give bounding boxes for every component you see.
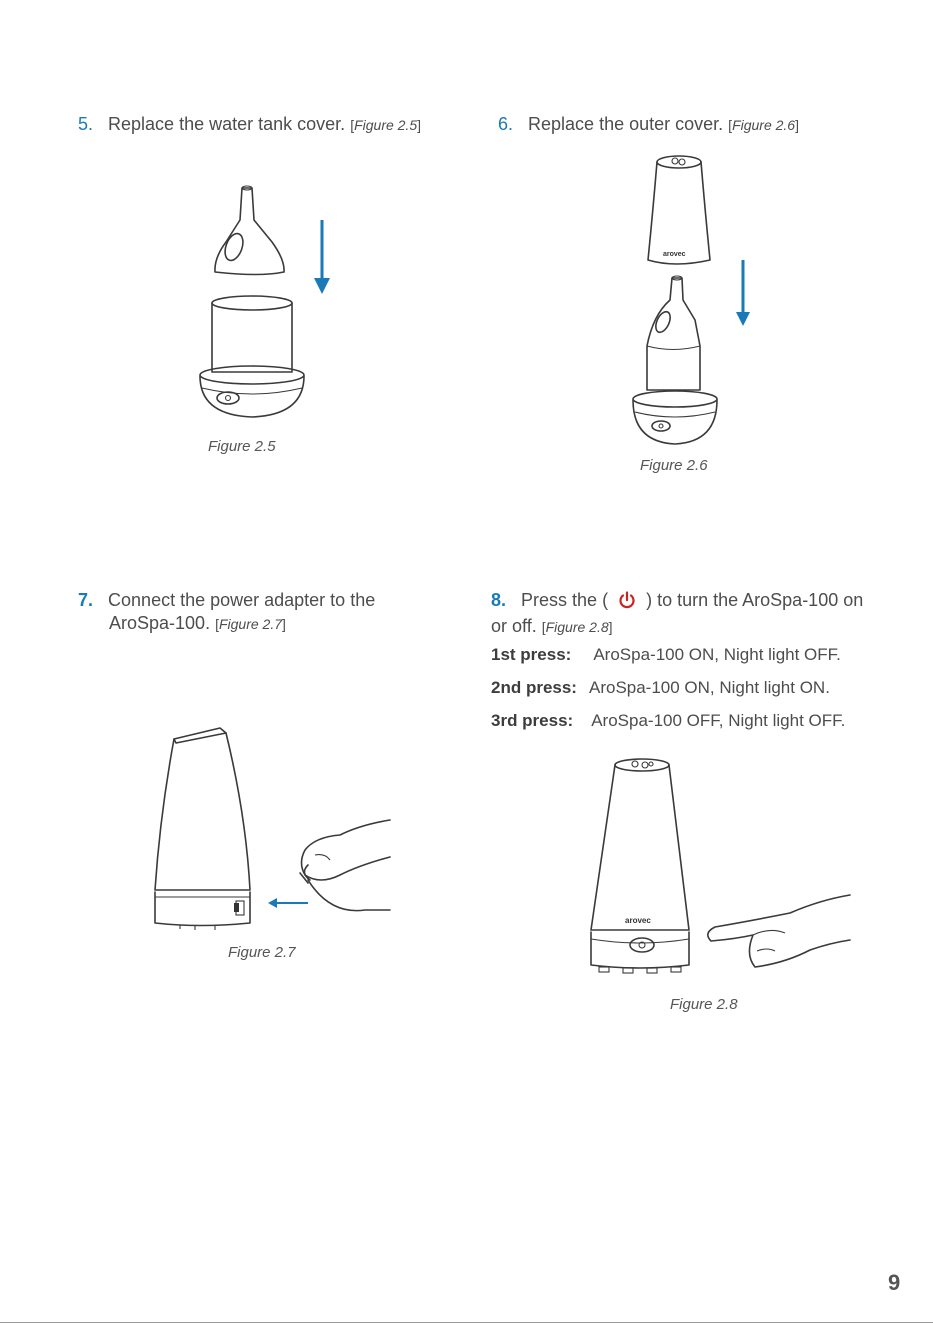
- figure-caption: Figure 2.7: [228, 944, 296, 961]
- brand-logo: arovec: [625, 916, 651, 925]
- bottom-rule: [0, 1322, 933, 1323]
- press-label: 2nd press:: [491, 678, 577, 697]
- figure-ref: [Figure 2.6]: [728, 117, 799, 133]
- step-number: 8.: [491, 590, 507, 610]
- press-row-2: [491, 678, 830, 698]
- press-text: AroSpa-100 ON, Night light ON.: [588, 678, 830, 697]
- down-arrow-icon: [312, 220, 332, 300]
- figure-2-8-illustration: [585, 755, 855, 980]
- step-5: [78, 113, 421, 137]
- press-row-1: [491, 645, 841, 665]
- figure-ref: [Figure 2.7]: [215, 616, 286, 632]
- page-number: 9: [888, 1270, 901, 1295]
- brand-logo: arovec: [663, 251, 686, 258]
- step-text: Press the (: [521, 590, 609, 610]
- figure-ref: [Figure 2.8]: [541, 619, 613, 635]
- step-text: Replace the water tank cover.: [108, 114, 346, 134]
- figure-2-5-illustration: [190, 180, 340, 430]
- step-text: Replace the outer cover.: [528, 114, 724, 134]
- step-text-continued: AroSpa-100.: [109, 613, 211, 633]
- press-row-3: [491, 711, 845, 731]
- step-number: 5.: [78, 114, 94, 134]
- left-arrow-icon: [268, 896, 310, 910]
- figure-caption: Figure 2.8: [670, 996, 738, 1013]
- power-icon: [618, 591, 636, 615]
- step-text-after: ) to turn the AroSpa-100 on: [646, 590, 864, 610]
- step-number: 7.: [78, 590, 94, 610]
- step-text-continued: or off.: [491, 616, 537, 636]
- step-number: 6.: [498, 114, 514, 134]
- down-arrow-icon: [734, 260, 754, 330]
- step-6: [498, 113, 799, 137]
- step-8: [491, 589, 911, 639]
- press-label: 3rd press:: [491, 711, 574, 730]
- step-7: [78, 589, 375, 636]
- press-label: 1st press:: [491, 645, 572, 664]
- step-text: Connect the power adapter to the: [108, 590, 376, 610]
- press-text: AroSpa-100 OFF, Night light OFF.: [591, 711, 846, 730]
- figure-ref: [Figure 2.5]: [350, 117, 422, 133]
- figure-2-6-illustration: [625, 150, 735, 450]
- figure-caption: Figure 2.5: [208, 438, 276, 455]
- figure-caption: Figure 2.6: [640, 457, 708, 474]
- press-text: AroSpa-100 ON, Night light OFF.: [593, 645, 841, 664]
